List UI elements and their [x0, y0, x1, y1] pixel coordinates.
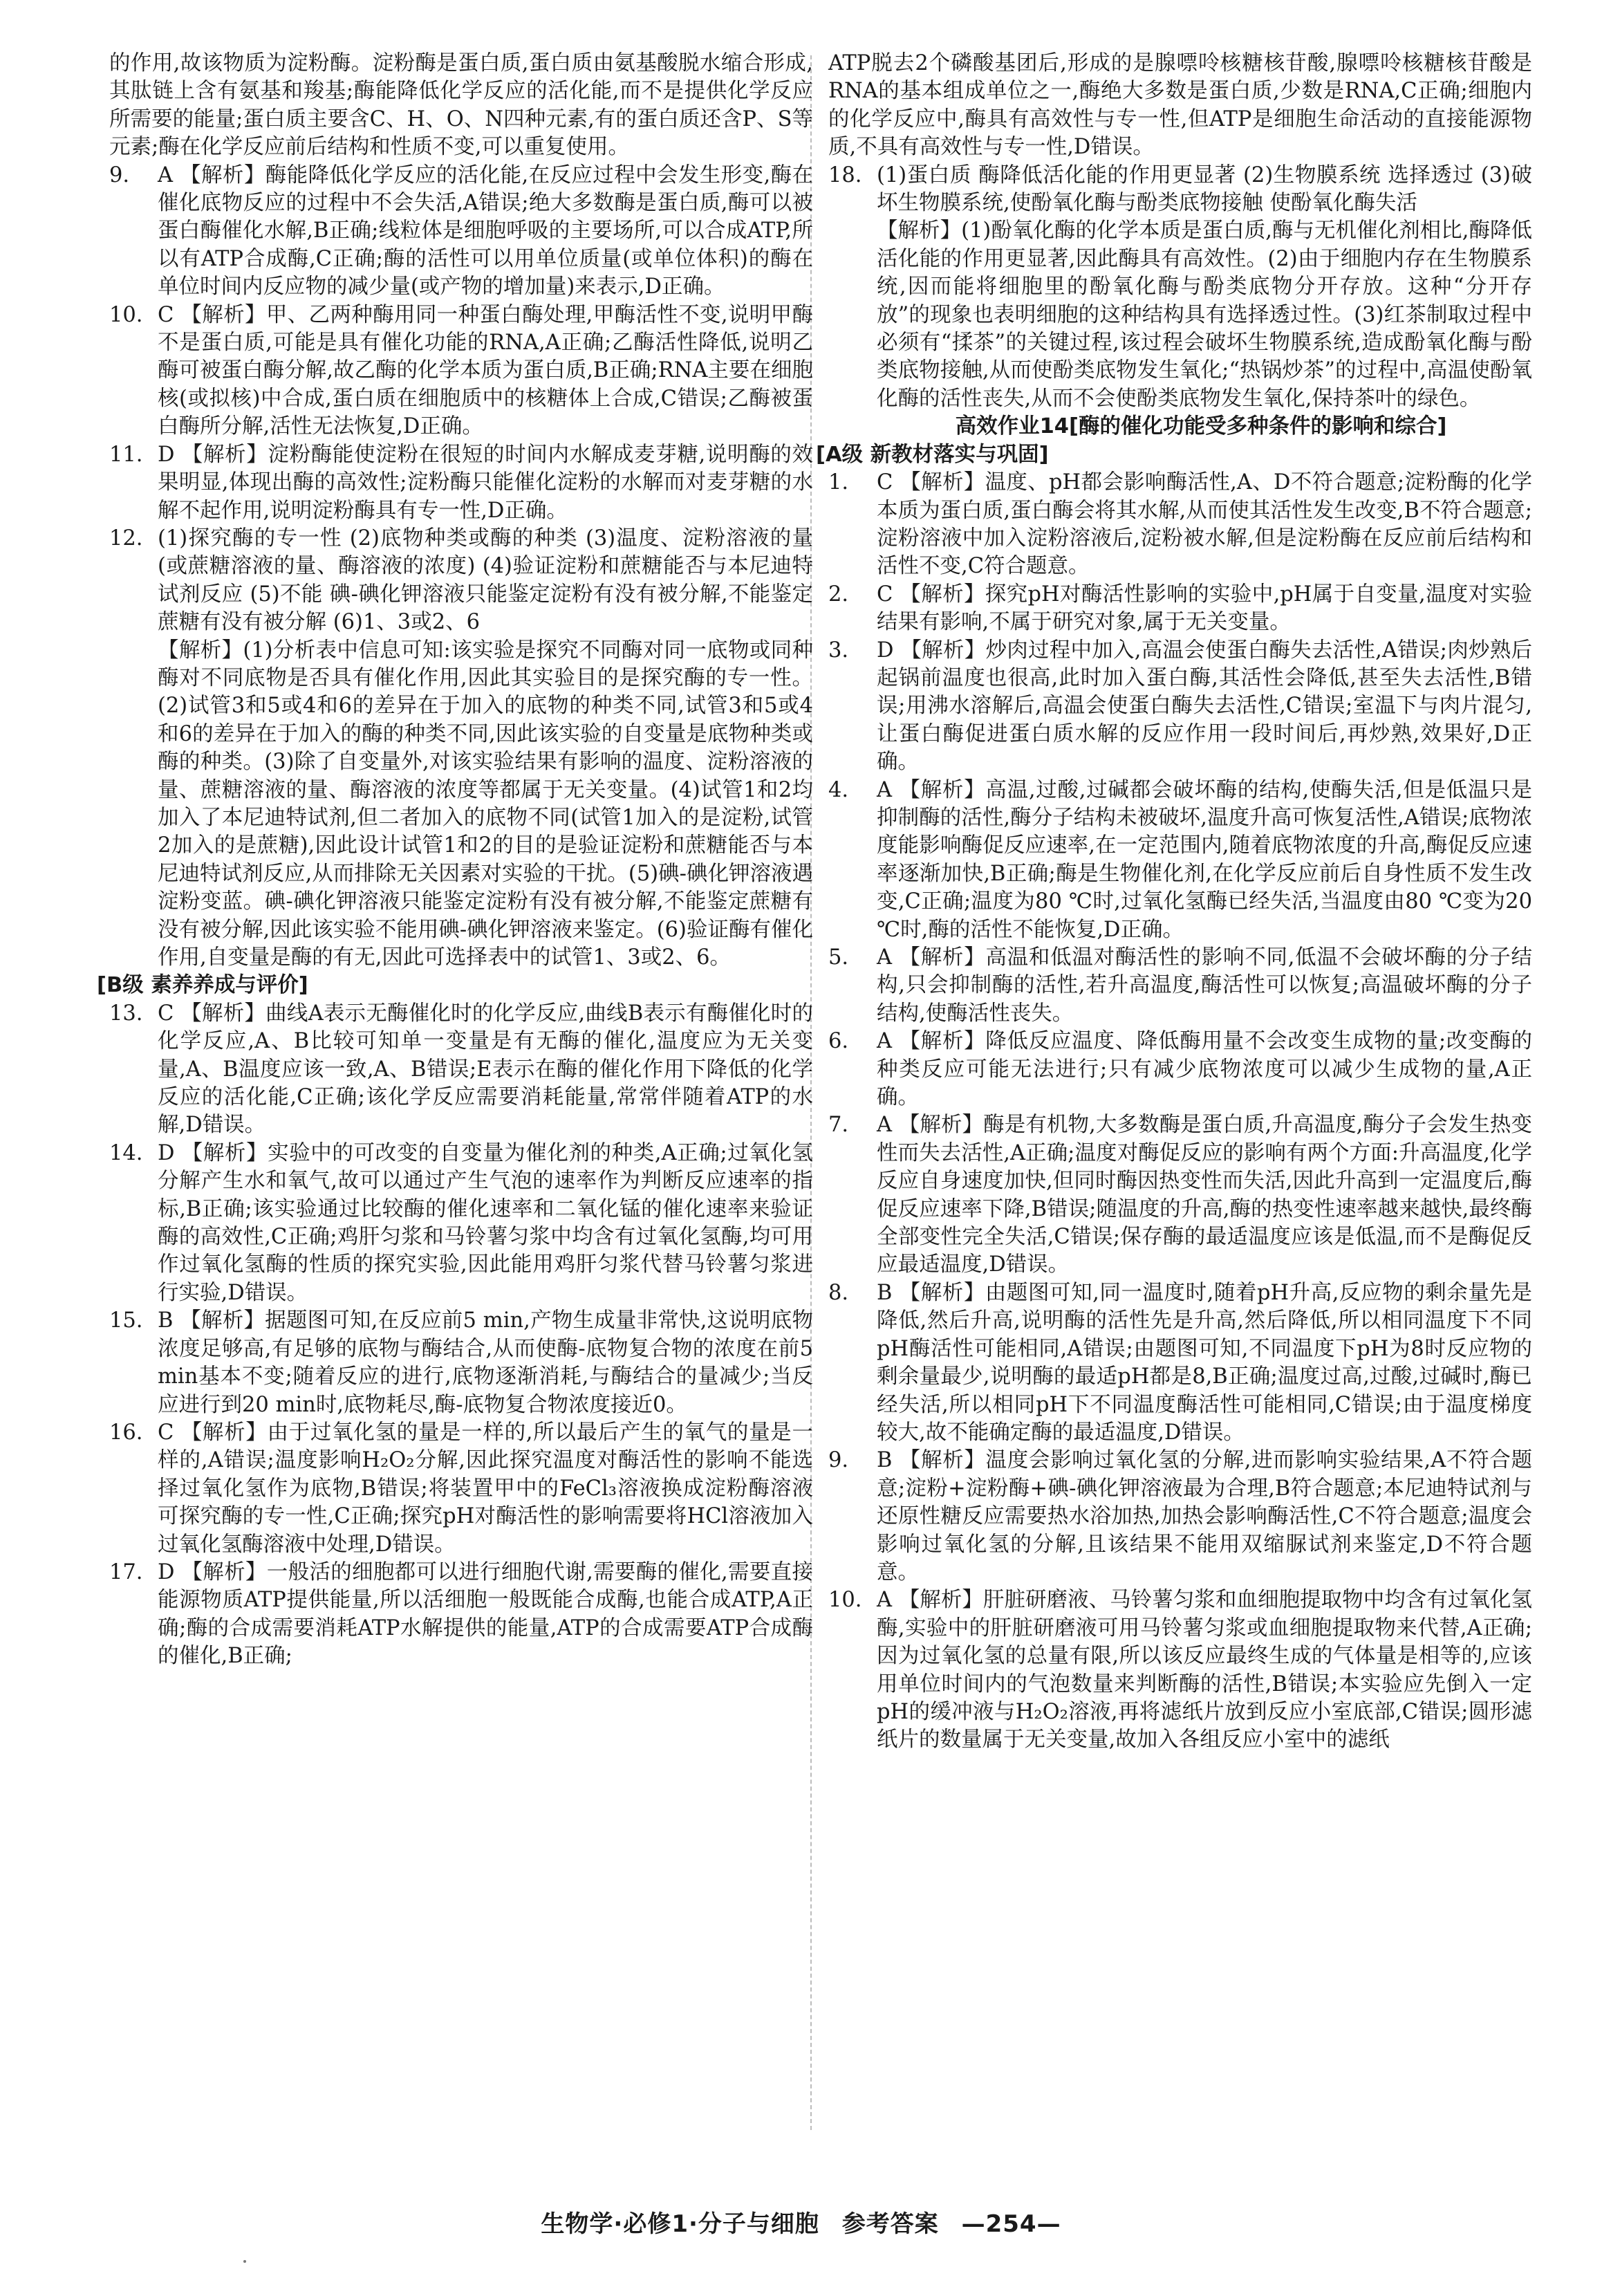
answer-text: D 【解析】淀粉酶能使淀粉在很短的时间内水解成麦芽糖,说明酶的效果明显,体现出酶的高效性;淀粉酶只能催化淀粉的水解而对麦芽糖的水解不起作用,说明淀粉酶具有专一性,D正确。	[158, 442, 813, 523]
answer-entry	[828, 777, 1532, 944]
question-number: 2.	[828, 582, 849, 607]
question-number: 13.	[109, 1001, 143, 1026]
answer-entry	[109, 1307, 813, 1419]
answer-text: B 【解析】温度会影响过氧化氢的分解,进而影响实验结果,A不符合题意;淀粉+淀粉酶+碘-碘化钾溶液最为合理,B符合题意;本尼迪特试剂与还原性糖反应需要热水浴加热,加热会影响酶活性,C不符合题意;温度会影响过氧化氢的分解,且该结果不能用双缩脲试剂来鉴定,D不符合题意。	[877, 1448, 1532, 1584]
footer-book-title: 生物学·必修1·分子与细胞	[541, 2210, 819, 2238]
question-number: 9.	[828, 1448, 849, 1473]
question-number: 3.	[828, 638, 849, 663]
answer-entry	[828, 469, 1532, 581]
scan-speck	[243, 2260, 246, 2263]
page-number: —254—	[961, 2210, 1061, 2238]
answer-continuation	[109, 50, 813, 162]
answer-entry	[828, 1279, 1532, 1447]
section-heading: [B级 素养养成与评价]	[97, 973, 308, 998]
question-number: 9.	[109, 163, 130, 187]
question-number: 7.	[828, 1113, 849, 1138]
question-number: 4.	[828, 777, 849, 802]
question-number: 15.	[109, 1308, 143, 1333]
answer-text: C 【解析】曲线A表示无酶催化时的化学反应,曲线B表示有酶催化时的化学反应,A、B比较可知单一变量是有无酶的催化,温度应为无关变量,A、B温度应该一致,A、B错误;E表示在酶的催化作用下降低的化学反应的活化能,C正确;该化学反应需要消耗能量,常常伴随着ATP的水解,D错误。	[158, 1001, 813, 1138]
answer-entry	[109, 1419, 813, 1559]
answer-continuation	[109, 637, 813, 972]
question-number: 18.	[828, 163, 862, 187]
answer-entry	[828, 1111, 1532, 1279]
answer-text: C 【解析】甲、乙两种酶用同一种蛋白酶处理,甲酶活性不变,说明甲酶不是蛋白质,可能是具有催化功能的RNA,A正确;乙酶活性降低,说明乙酶可被蛋白酶分解,故乙酶的化学本质为蛋白质,B正确;RNA主要在细胞核(或拟核)中合成,蛋白质在细胞质中的核糖体上合成,C错误;乙酶被蛋白酶所分解,活性无法恢复,D正确。	[158, 302, 813, 439]
footer-label: 参考答案	[841, 2210, 939, 2238]
answer-text: D 【解析】实验中的可改变的自变量为催化剂的种类,A正确;过氧化氢分解产生水和氧气,故可以通过产生气泡的速率作为判断反应速率的指标,B正确;该实验通过比较酶的催化速率和二氧化锰的催化速率来验证酶的高效性,C正确;鸡肝匀浆和马铃薯匀浆中均含有过氧化氢酶,均可用作过氧化氢酶的性质的探究实验,因此能用鸡肝匀浆代替马铃薯匀浆进行实验,D错误。	[158, 1140, 813, 1305]
answer-entry	[828, 581, 1532, 637]
question-number: 1.	[828, 470, 849, 495]
answer-text: ATP脱去2个磷酸基团后,形成的是腺嘌呤核糖核苷酸,腺嘌呤核糖核苷酸是RNA的基本组成单位之一,酶绝大多数是蛋白质,少数是RNA,C正确;细胞内的化学反应中,酶具有高效性与专一性,但ATP是细胞生命活动的直接能源物质,不具有高效性与专一性,D错误。	[828, 51, 1532, 160]
left-column	[97, 50, 813, 1671]
answer-text: A 【解析】降低反应温度、降低酶用量不会改变生成物的量;改变酶的种类反应可能无法进行;只有减少底物浓度可以减少生成物的量,A正确。	[877, 1029, 1532, 1110]
question-number: 10.	[828, 1588, 862, 1613]
answer-continuation	[828, 50, 1532, 162]
answer-entry	[828, 1028, 1532, 1111]
page-footer	[0, 2205, 1602, 2239]
answer-text: A 【解析】酶是有机物,大多数酶是蛋白质,升高温度,酶分子会发生热变性而失去活性,A正确;温度对酶促反应的影响有两个方面:升高温度,化学反应自身速度加快,但同时酶因热变性而失活,因此升高到一定温度后,酶促反应速率下降,B错误;随温度的升高,酶的热变性速率越来越快,最终酶全部变性完全失活,C错误;保存酶的最适温度应该是低温,而不是酶促反应最适温度,D错误。	[877, 1113, 1532, 1277]
answer-text: D 【解析】一般活的细胞都可以进行细胞代谢,需要酶的催化,需要直接能源物质ATP提供能量,所以活细胞一般既能合成酶,也能合成ATP,A正确;酶的合成需要消耗ATP水解提供的能量,ATP的合成需要ATP合成酶的催化,B正确;	[158, 1559, 813, 1669]
answer-entry	[828, 1447, 1532, 1586]
answer-entry	[828, 1586, 1532, 1754]
answer-text: 的作用,故该物质为淀粉酶。淀粉酶是蛋白质,蛋白质由氨基酸脱水缩合形成,其肽链上含有氨基和羧基;酶能降低化学反应的活化能,而不是提供化学反应所需要的能量;蛋白质主要含C、H、O、N四种元素,有的蛋白质还含P、S等元素;酶在化学反应前后结构和性质不变,可以重复使用。	[109, 51, 813, 160]
answer-text: C 【解析】由于过氧化氢的量是一样的,所以最后产生的氧气的量是一样的,A错误;温度影响H₂O₂分解,因此探究温度对酶活性的影响不能选择过氧化氢作为底物,B错误;将装置甲中的FeCl₃溶液换成淀粉酶溶液可探究酶的专一性,C正确;探究pH对酶活性的影响需要将HCl溶液加入过氧化氢酶溶液中处理,D错误。	[158, 1420, 813, 1557]
right-column	[816, 50, 1532, 1755]
answer-entry	[109, 525, 813, 637]
question-number: 11.	[109, 442, 143, 467]
answer-continuation	[828, 217, 1532, 413]
answer-text: 【解析】(1)分析表中信息可知:该实验是探究不同酶对同一底物或同种酶对不同底物是否具有催化作用,因此其实验目的是探究酶的专一性。(2)试管3和5或4和6的差异在于加入的底物的种类不同,试管3和5或4和6的差异在于加入的酶的种类不同,因此该实验的自变量是底物种类或酶的种类。(3)除了自变量外,对该实验结果有影响的温度、淀粉溶液的量、蔗糖溶液的量、酶溶液的浓度等都属于无关变量。(4)试管1和2均加入了本尼迪特试剂,但二者加入的底物不同(试管1加入的是淀粉,试管2加入的是蔗糖),因此设计试管1和2的目的是验证淀粉和蔗糖能否与本尼迪特试剂反应,从而排除无关因素对实验的干扰。(5)碘-碘化钾溶液遇淀粉变蓝。碘-碘化钾溶液只能鉴定淀粉有没有被分解,不能鉴定蔗糖有没有被分解,因此该实验不能用碘-碘化钾溶液来鉴定。(6)验证酶有催化作用,自变量是酶的有无,因此可选择表中的试管1、3或2、6。	[158, 638, 813, 970]
question-number: 10.	[109, 302, 143, 327]
question-number: 5.	[828, 945, 849, 970]
answer-entry	[109, 1559, 813, 1671]
answer-entry	[109, 441, 813, 525]
answer-entry	[828, 637, 1532, 777]
answer-text: A 【解析】高温,过酸,过碱都会破坏酶的结构,使酶失活,但是低温只是抑制酶的活性,酶分子结构未被破坏,温度升高可恢复活性,A错误;底物浓度能影响酶促反应速率,在一定范围内,随着底物浓度的升高,酶促反应速率逐渐加快,B正确;酶是生物催化剂,在化学反应前后自身性质不发生改变,C正确;温度为80 ℃时,过氧化氢酶已经失活,当温度由80 ℃变为20 ℃时,酶的活性不能恢复,D正确。	[877, 777, 1532, 942]
answer-text: A 【解析】肝脏研磨液、马铃薯匀浆和血细胞提取物中均含有过氧化氢酶,实验中的肝脏研磨液可用马铃薯匀浆或血细胞提取物来代替,A正确;因为过氧化氢的总量有限,所以该反应最终生成的气体量是相等的,应该用单位时间内的气泡数量来判断酶的活性,B错误;本实验应先倒入一定pH的缓冲液与H₂O₂溶液,再将滤纸片放到反应小室底部,C错误;圆形滤纸片的数量属于无关变量,故加入各组反应小室中的滤纸	[877, 1588, 1532, 1752]
homework-title: 高效作业14[酶的催化功能受多种条件的影响和综合]	[955, 414, 1447, 439]
answer-text: D 【解析】炒肉过程中加入,高温会使蛋白酶失去活性,A错误;肉炒熟后起锅前温度也很高,此时加入蛋白酶,其活性会降低,甚至失去活性,B错误;用沸水溶解后,高温会使蛋白酶失去活性,C错误;室温下与肉片混匀,让蛋白酶促进蛋白质水解的反应作用一段时间后,再炒熟,效果好,D正确。	[877, 638, 1532, 775]
answer-text: 【解析】(1)酚氧化酶的化学本质是蛋白质,酶与无机催化剂相比,酶降低活化能的作用更显著,因此酶具有高效性。(2)由于细胞内存在生物膜系统,因而能将细胞里的酚氧化酶与酚类底物分开存放。这种“分开存放”的现象也表明细胞的这种结构具有选择透过性。(3)红茶制取过程中必须有“揉茶”的关键过程,该过程会破坏生物膜系统,造成酚氧化酶与酚类底物接触,从而使酚类底物发生氧化;“热锅炒茶”的过程中,高温使酚氧化酶的活性丧失,从而不会使酚类底物发生氧化,保持茶叶的绿色。	[877, 219, 1532, 411]
answer-entry	[109, 302, 813, 441]
answer-text: B 【解析】据题图可知,在反应前5 min,产物生成量非常快,这说明底物浓度足够高,有足够的底物与酶结合,从而使酶-底物复合物的浓度在前5 min基本不变;随着反应的进行,底物逐渐消耗,与酶结合的量减少;当反应进行到20 min时,底物耗尽,酶-底物复合物浓度接近0。	[158, 1308, 813, 1417]
answer-entry	[109, 1140, 813, 1307]
question-number: 6.	[828, 1029, 849, 1054]
answer-text: C 【解析】探究pH对酶活性影响的实验中,pH属于自变量,温度对实验结果有影响,不属于研究对象,属于无关变量。	[877, 582, 1532, 635]
question-number: 17.	[109, 1559, 143, 1584]
question-number: 14.	[109, 1140, 143, 1165]
section-heading: [A级 新教材落实与巩固]	[816, 442, 1049, 467]
answer-entry	[828, 944, 1532, 1028]
answer-text: C 【解析】温度、pH都会影响酶活性,A、D不符合题意;淀粉酶的化学本质为蛋白质,蛋白酶会将其水解,从而使其活性发生改变,B不符合题意;淀粉溶液中加入淀粉溶液后,淀粉被水解,但是淀粉酶在反应前后结构和活性不变,C符合题意。	[877, 470, 1532, 579]
answer-text: B 【解析】由题图可知,同一温度时,随着pH升高,反应物的剩余量先是降低,然后升高,说明酶的活性先是升高,然后降低,所以相同温度下不同pH酶活性可能相同,A错误;由题图可知,不同温度下pH为8时反应物的剩余量最少,说明酶的最适pH都是8,B正确;温度过高,过酸,过碱时,酶已经失活,所以相同pH下不同温度酶活性可能相同,C错误;由于温度梯度较大,故不能确定酶的最适温度,D错误。	[877, 1280, 1532, 1445]
answer-entry	[109, 1000, 813, 1140]
answer-text: A 【解析】酶能降低化学反应的活化能,在反应过程中会发生形变,酶在催化底物反应的过程中不会失活,A错误;绝大多数酶是蛋白质,酶可以被蛋白酶催化水解,B正确;线粒体是细胞呼吸的主要场所,可以合成ATP,所以有ATP合成酶,C正确;酶的活性可以用单位质量(或单位体积)的酶在单位时间内反应物的减少量(或产物的增加量)来表示,D正确。	[158, 163, 813, 299]
answer-text: (1)蛋白质 酶降低活化能的作用更显著 (2)生物膜系统 选择透过 (3)破坏生物膜系统,使酚氧化酶与酚类底物接触 使酚氧化酶失活	[877, 163, 1532, 216]
answer-text: A 【解析】高温和低温对酶活性的影响不同,低温不会破坏酶的分子结构,只会抑制酶的活性,若升高温度,酶活性可以恢复;高温破坏酶的分子结构,使酶活性丧失。	[877, 945, 1532, 1026]
question-number: 12.	[109, 526, 143, 550]
question-number: 8.	[828, 1280, 849, 1305]
answer-entry	[828, 162, 1532, 218]
answer-entry	[109, 162, 813, 302]
answer-text: (1)探究酶的专一性 (2)底物种类或酶的种类 (3)温度、淀粉溶液的量(或蔗糖溶液的量、酶溶液的浓度) (4)验证淀粉和蔗糖能否与本尼迪特试剂反应 (5)不能 碘-碘化钾溶液只能鉴定淀粉有没有被分解,不能鉴定蔗糖有没有被分解 (6)1、3或2、6	[158, 526, 813, 635]
question-number: 16.	[109, 1420, 143, 1445]
